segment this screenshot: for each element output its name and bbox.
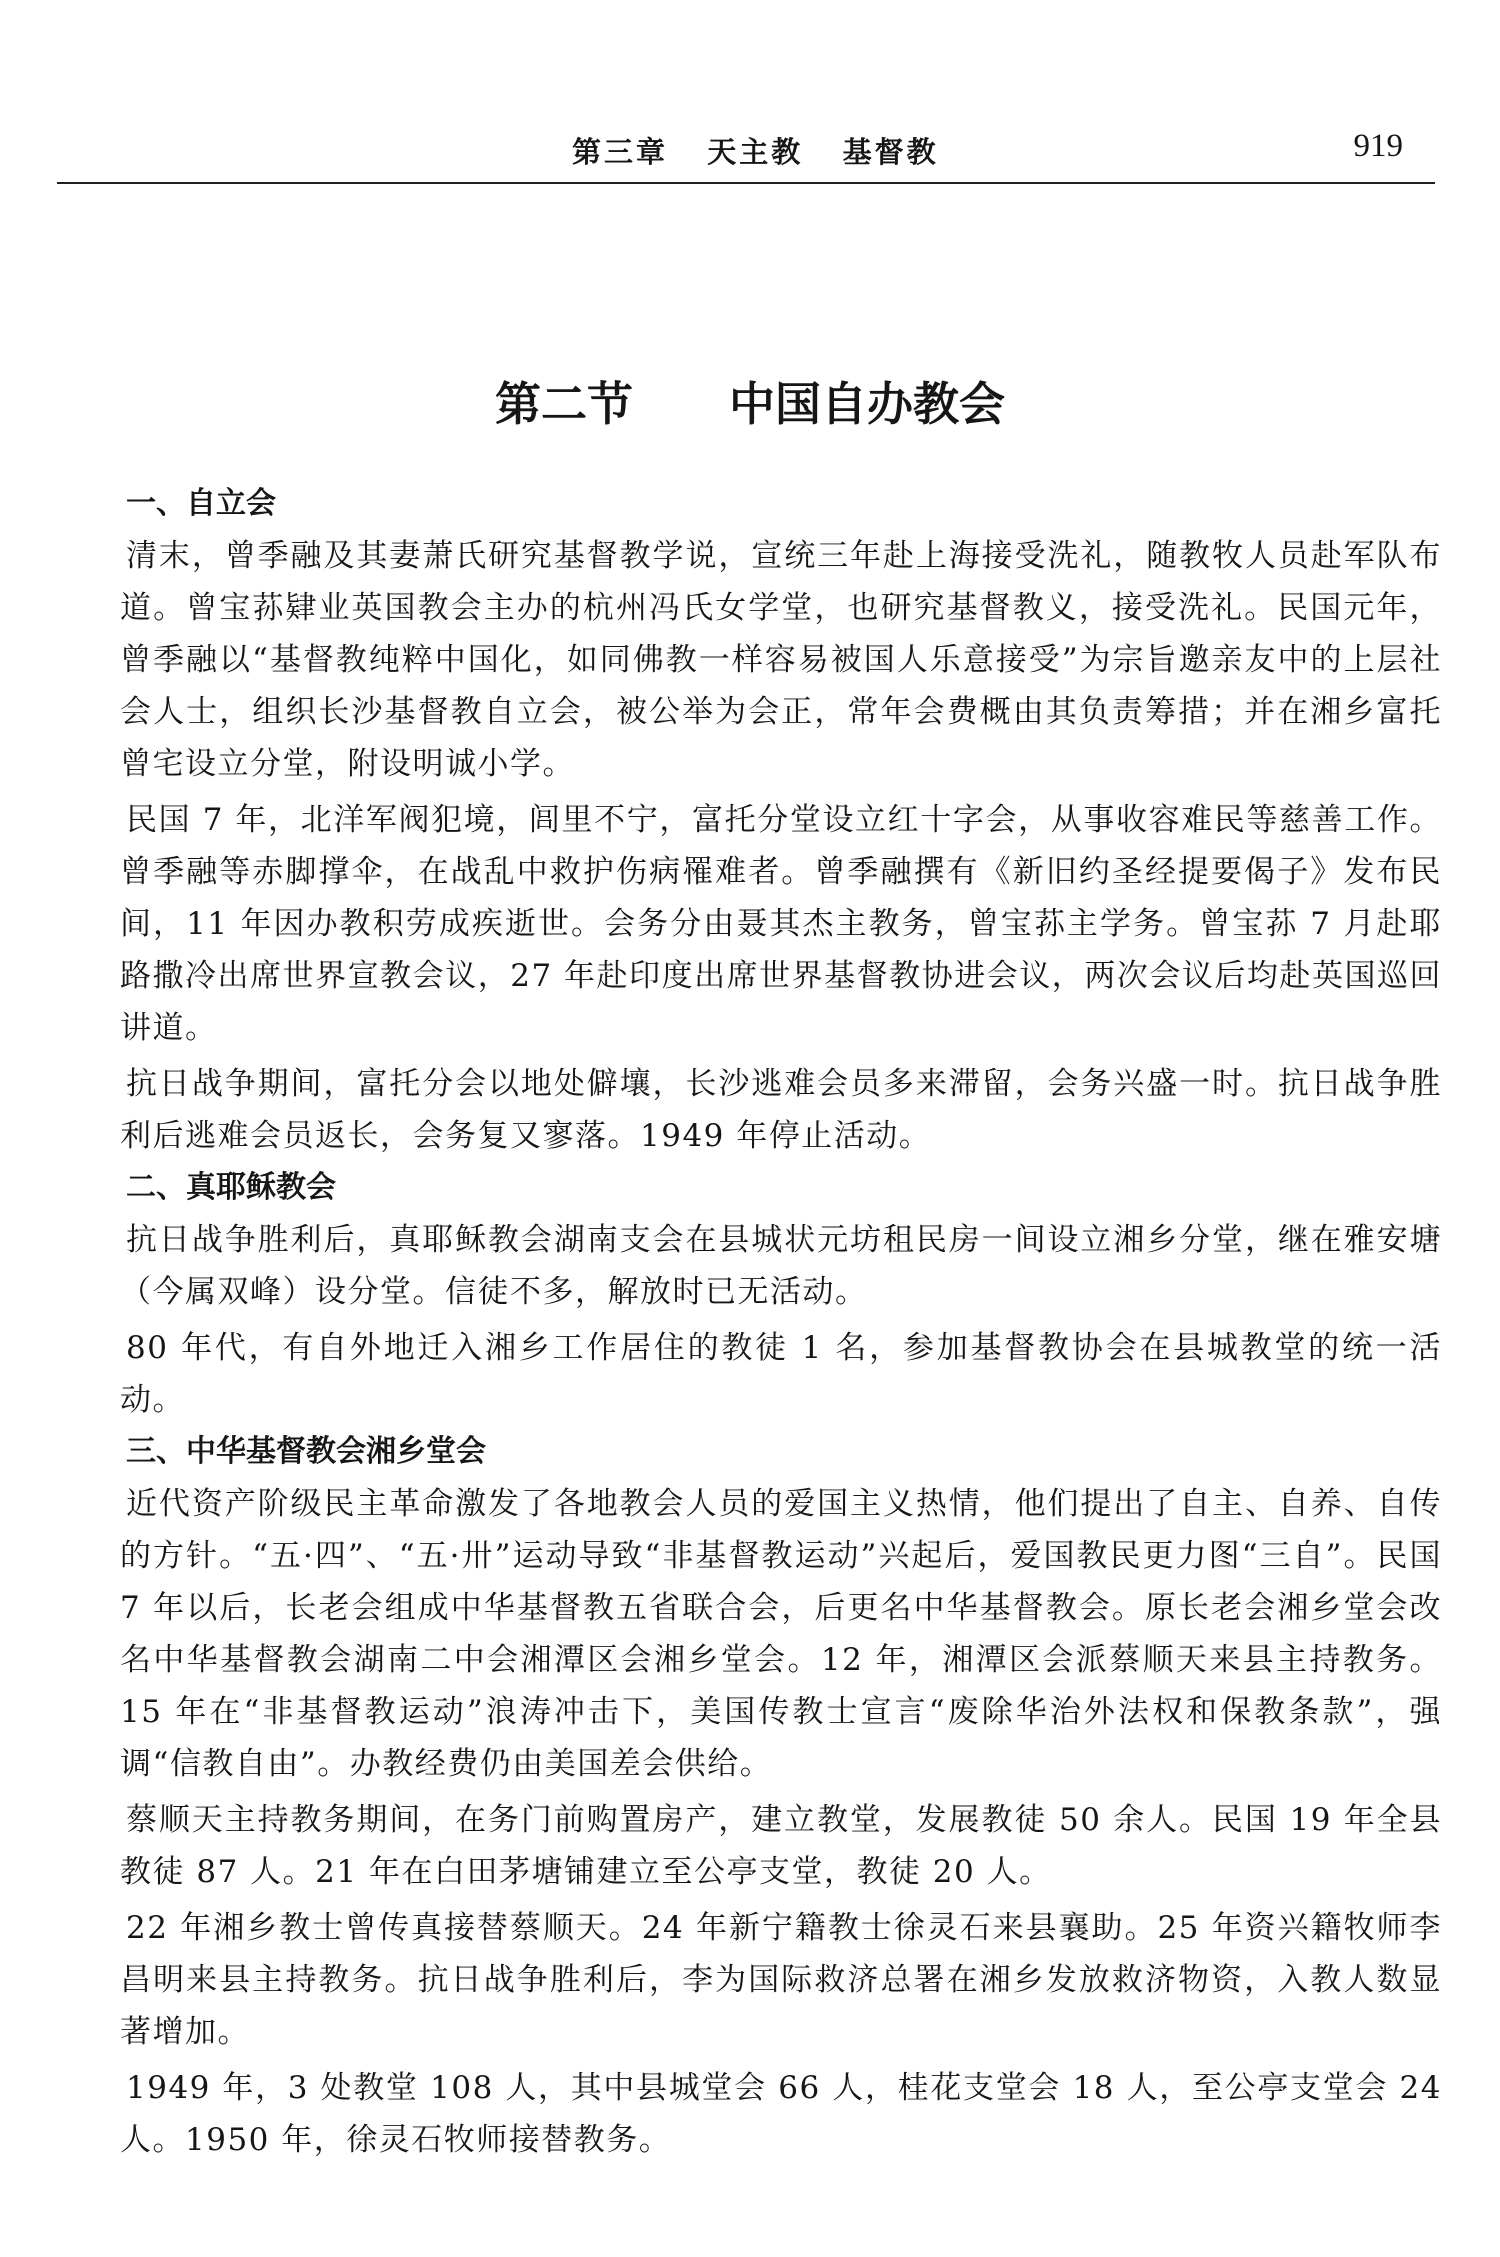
paragraph: 抗日战争胜利后，真耶稣教会湖南支会在县城状元坊租民房一间设立湘乡分堂，继在雅安塘（今属双峰）设分堂。信徒不多，解放时已无活动。 bbox=[120, 1222, 1442, 1310]
paragraph: 80 年代，有自外地迁入湘乡工作居住的教徒 1 名，参加基督教协会在县城教堂的统一活动。 bbox=[120, 1330, 1442, 1418]
section-title: 第二节 中国自办教会 bbox=[494, 377, 1006, 431]
paragraph: 清末，曾季融及其妻萧氏研究基督教学说，宣统三年赴上海接受洗礼，随教牧人员赴军队布道。曾宝荪肄业英国教会主办的杭州冯氏女学堂，也研究基督教义，接受洗礼。民国元年，曾季融以“基督教纯粹中国化，如同佛教一样容易被国人乐意接受”为宗旨邀亲友中的上层社会人士，组织长沙基督教自立会，被公举为会正，常年会费概由其负责筹措；并在湘乡富托曾宅设立分堂，附设明诚小学。 bbox=[120, 538, 1442, 782]
subheading-chinese-christian-church: 三、中华基督教会湘乡堂会 bbox=[126, 1434, 486, 1469]
paragraph: 民国 7 年，北洋军阀犯境，闾里不宁，富托分堂设立红十字会，从事收容难民等慈善工作。曾季融等赤脚撑伞，在战乱中救护伤病罹难者。曾季融撰有《新旧约圣经提要偈子》发布民间，11 年因办教积劳成疾逝世。会务分由聂其杰主教务，曾宝荪主学务。曾宝荪 7 月赴耶路撒冷出席世界宣教会议，27 年赴印度出席世界基督教协进会议，两次会议后均赴英国巡回讲道。 bbox=[120, 802, 1442, 1046]
paragraph: 抗日战争期间，富托分会以地处僻壤，长沙逃难会员多来滞留，会务兴盛一时。抗日战争胜利后逃难会员返长，会务复又寥落。1949 年停止活动。 bbox=[120, 1066, 1442, 1154]
paragraph: 蔡顺天主持教务期间，在务门前购置房产，建立教堂，发展教徒 50 余人。民国 19 年全县教徒 87 人。21 年在白田茅塘铺建立至公亭支堂，教徒 20 人。 bbox=[120, 1802, 1442, 1890]
paragraph: 近代资产阶级民主革命激发了各地教会人员的爱国主义热情，他们提出了自主、自养、自传的方针。“五·四”、“五·卅”运动导致“非基督教运动”兴起后，爱国教民更力图“三自”。民国 7 年以后，长老会组成中华基督教五省联合会，后更名中华基督教会。原长老会湘乡堂会改名中华基督教会湖南二中会湘潭区会湘乡堂会。12 年，湘潭区会派蔡顺天来县主持教务。15 年在“非基督教运动”浪涛冲击下，美国传教士宣言“废除华治外法权和保教条款”，强调“信教自由”。办教经费仍由美国差会供给。 bbox=[120, 1486, 1442, 1782]
paragraph: 1949 年，3 处教堂 108 人，其中县城堂会 66 人，桂花支堂会 18 人，至公亭支堂会 24 人。1950 年，徐灵石牧师接替教务。 bbox=[120, 2070, 1442, 2158]
page-number: 919 bbox=[1353, 128, 1403, 164]
article-body bbox=[120, 478, 1442, 2166]
running-header bbox=[57, 128, 1435, 184]
paragraph: 22 年湘乡教士曾传真接替蔡顺天。24 年新宁籍教士徐灵石来县襄助。25 年资兴籍牧师李昌明来县主持教务。抗日战争胜利后，李为国际救济总署在湘乡发放救济物资，入教人数显著增加。 bbox=[120, 1910, 1442, 2050]
subheading-true-jesus-church: 二、真耶稣教会 bbox=[126, 1170, 336, 1205]
chapter-title: 第三章 天主教 基督教 bbox=[572, 135, 939, 169]
subheading-zilihui: 一、自立会 bbox=[126, 486, 276, 521]
